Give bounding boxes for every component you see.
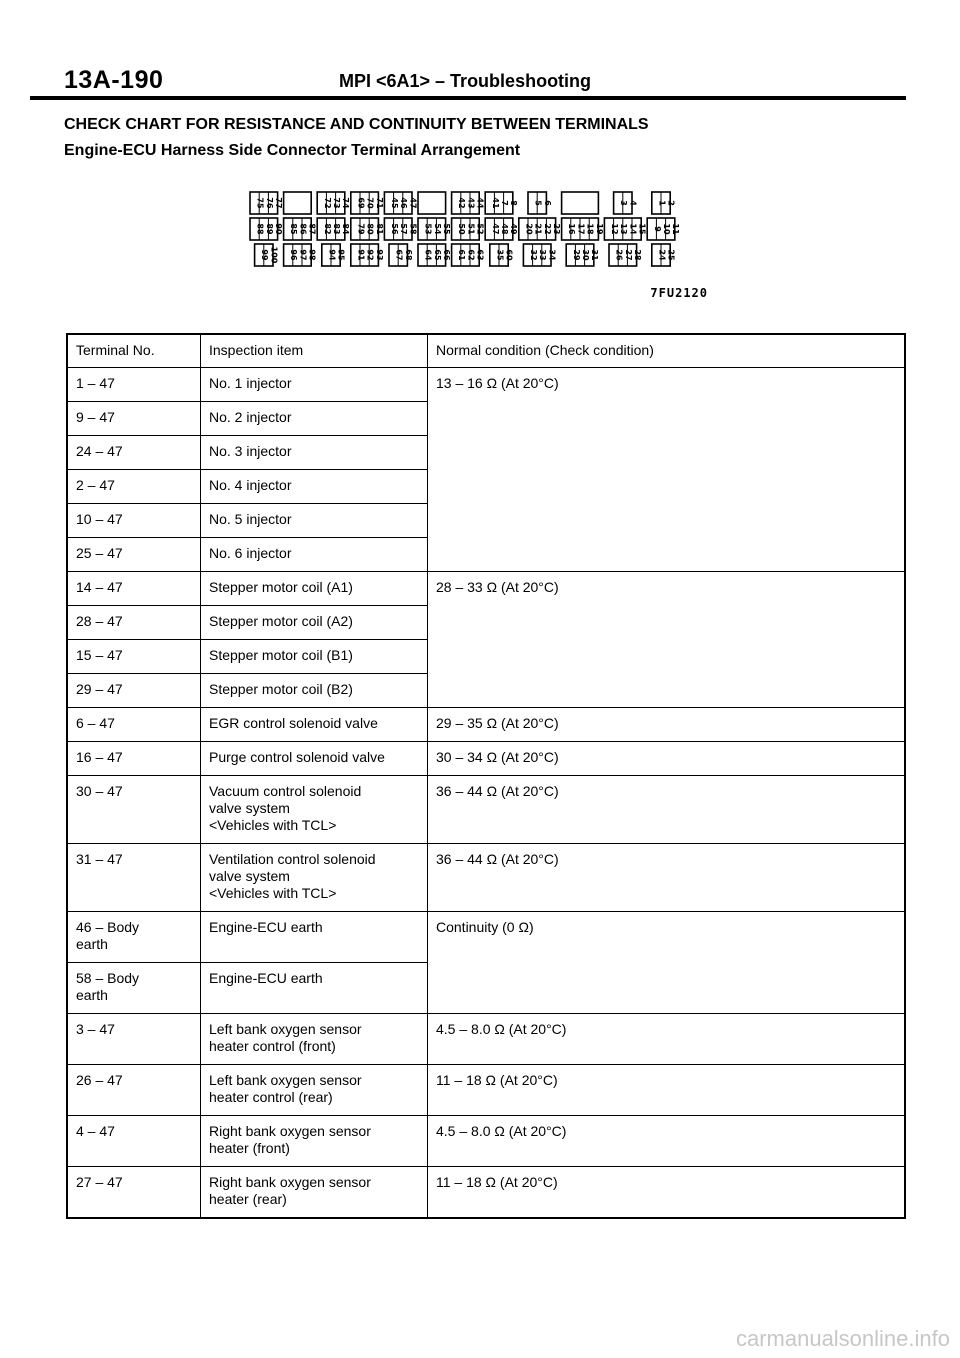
terminal-number: 21	[533, 223, 543, 235]
connector-block	[250, 192, 283, 266]
terminal-number: 14	[628, 223, 638, 235]
table-row	[67, 1014, 905, 1065]
terminal-number: 3	[619, 200, 629, 206]
table-row	[67, 1167, 905, 1219]
terminal-number: 82	[322, 223, 332, 235]
terminal-number: 51	[466, 223, 476, 235]
cell-terminal: 2 – 47	[67, 470, 201, 504]
terminal-number: 11	[671, 223, 681, 235]
cell-inspection-item: Stepper motor coil (A1)	[201, 572, 428, 606]
terminal-number: 47	[408, 197, 418, 209]
terminal-number: 85	[289, 223, 299, 235]
terminal-number: 1	[657, 200, 667, 206]
cell-normal-condition: 36 – 44 Ω (At 20°C)	[428, 844, 906, 912]
terminal-number: 8	[509, 200, 519, 206]
connector-block	[485, 192, 518, 266]
cell-terminal: 6 – 47	[67, 708, 201, 742]
terminal-number: 69	[356, 197, 366, 209]
header-rule	[30, 96, 906, 100]
terminal-number: 10	[662, 223, 671, 235]
connector-block	[452, 192, 485, 266]
table-body	[67, 368, 905, 1219]
cell-normal-condition: 30 – 34 Ω (At 20°C)	[428, 742, 906, 776]
cell-terminal: 31 – 47	[67, 844, 201, 912]
connector-code: 7FU2120	[650, 286, 708, 300]
cell-normal-condition: 13 – 16 Ω (At 20°C)	[428, 368, 906, 572]
cell-terminal: 1 – 47	[67, 368, 201, 402]
terminal-number: 16	[567, 223, 577, 235]
terminal-number: 93	[374, 249, 384, 261]
terminal-number: 86	[298, 223, 308, 235]
terminal-number: 57	[399, 223, 409, 235]
header-normal-condition: Normal condition (Check condition)	[428, 334, 906, 368]
table-row	[67, 776, 905, 844]
cell-normal-condition: 28 – 33 Ω (At 20°C)	[428, 572, 906, 708]
terminal-number: 27	[623, 249, 633, 261]
terminal-number: 13	[619, 223, 629, 235]
table-row	[67, 572, 905, 606]
cell-inspection-item: Right bank oxygen sensor heater (rear)	[201, 1167, 428, 1219]
terminal-number: 71	[374, 197, 384, 209]
terminal-number: 96	[289, 249, 299, 261]
terminal-number: 7	[500, 200, 509, 206]
terminal-number: 63	[475, 249, 485, 261]
connector-blank-cavity	[418, 192, 446, 214]
table-row	[67, 912, 905, 963]
terminal-number: 2	[666, 200, 676, 206]
cell-inspection-item: Engine-ECU earth	[201, 912, 428, 963]
cell-inspection-item: No. 5 injector	[201, 504, 428, 538]
terminal-number: 15	[637, 223, 647, 235]
cell-terminal: 26 – 47	[67, 1065, 201, 1116]
terminal-number: 42	[457, 197, 467, 209]
terminal-number: 66	[442, 249, 451, 261]
cell-normal-condition: 4.5 – 8.0 Ω (At 20°C)	[428, 1116, 906, 1167]
terminal-number: 50	[457, 223, 467, 235]
terminal-number: 97	[298, 249, 308, 261]
terminal-number: 46	[399, 197, 409, 209]
cell-terminal: 14 – 47	[67, 572, 201, 606]
terminal-number: 18	[585, 223, 595, 235]
cell-inspection-item: Vacuum control solenoid valve system <Vehicles with TCL>	[201, 776, 428, 844]
cell-inspection-item: Left bank oxygen sensor heater control (front)	[201, 1014, 428, 1065]
terminal-number: 30	[581, 249, 590, 261]
chart-title: CHECK CHART FOR RESISTANCE AND CONTINUITY BETWEEN TERMINALS	[64, 116, 649, 133]
terminal-number: 22	[542, 223, 552, 235]
terminal-number: 5	[533, 200, 543, 206]
terminal-number: 61	[457, 249, 467, 261]
terminal-number: 79	[356, 223, 366, 235]
terminal-number: 75	[255, 197, 265, 209]
terminal-number: 68	[403, 249, 413, 261]
terminal-number: 19	[594, 223, 604, 235]
terminal-number: 100	[269, 246, 279, 264]
terminal-number: 54	[432, 223, 442, 235]
terminal-number: 53	[423, 223, 433, 235]
terminal-number: 49	[509, 223, 519, 235]
terminal-number: 31	[590, 249, 600, 261]
terminal-number: 88	[255, 223, 265, 235]
cell-normal-condition: 36 – 44 Ω (At 20°C)	[428, 776, 906, 844]
check-chart-table	[66, 333, 906, 1219]
terminal-number: 33	[538, 249, 548, 261]
table-row	[67, 368, 905, 402]
cell-terminal: 58 – Body earth	[67, 963, 201, 1014]
cell-normal-condition: Continuity (0 Ω)	[428, 912, 906, 1014]
terminal-number: 91	[356, 249, 366, 261]
terminal-number: 45	[390, 197, 399, 209]
cell-inspection-item: No. 6 injector	[201, 538, 428, 572]
cell-normal-condition: 11 – 18 Ω (At 20°C)	[428, 1167, 906, 1219]
connector-block	[351, 192, 384, 266]
terminal-number: 52	[475, 223, 485, 235]
cell-terminal: 46 – Body earth	[67, 912, 201, 963]
cell-inspection-item: Left bank oxygen sensor heater control (rear)	[201, 1065, 428, 1116]
terminal-number: 64	[423, 249, 433, 261]
connector-block	[384, 192, 417, 266]
terminal-number: 83	[332, 223, 341, 235]
terminal-number: 60	[504, 249, 514, 261]
cell-terminal: 30 – 47	[67, 776, 201, 844]
terminal-number: 73	[332, 197, 341, 209]
table-row	[67, 1065, 905, 1116]
cell-inspection-item: No. 4 injector	[201, 470, 428, 504]
table-row	[67, 1116, 905, 1167]
connector-block	[317, 192, 350, 266]
table-row	[67, 742, 905, 776]
terminal-number: 55	[442, 223, 451, 235]
terminal-number: 70	[365, 197, 375, 209]
cell-inspection-item: EGR control solenoid valve	[201, 708, 428, 742]
terminal-number: 17	[576, 223, 586, 235]
watermark: carmanualsonline.info	[735, 1326, 950, 1351]
cell-terminal: 4 – 47	[67, 1116, 201, 1167]
terminal-number: 23	[552, 223, 561, 235]
connector-block	[418, 192, 451, 266]
terminal-number: 48	[500, 223, 509, 235]
cell-terminal: 3 – 47	[67, 1014, 201, 1065]
terminal-number: 65	[432, 249, 442, 261]
cell-normal-condition: 4.5 – 8.0 Ω (At 20°C)	[428, 1014, 906, 1065]
terminal-number: 58	[408, 223, 418, 235]
connector-block	[519, 192, 561, 266]
terminal-number: 81	[374, 223, 384, 235]
page-header	[34, 66, 906, 96]
terminal-number: 47	[490, 223, 500, 235]
terminal-number: 94	[327, 249, 337, 261]
terminal-number: 6	[542, 200, 552, 206]
terminal-number: 56	[390, 223, 399, 235]
section-title: MPI <6A1> – Troubleshooting	[339, 71, 592, 91]
cell-terminal: 9 – 47	[67, 402, 201, 436]
cell-terminal: 15 – 47	[67, 640, 201, 674]
terminal-number: 4	[628, 200, 638, 206]
terminal-number: 25	[666, 249, 676, 261]
terminal-number: 29	[571, 249, 581, 261]
terminal-number: 34	[547, 249, 557, 261]
terminal-number: 99	[260, 249, 270, 261]
terminal-number: 35	[495, 249, 505, 261]
connector-diagram	[248, 188, 708, 308]
terminal-number: 20	[524, 223, 534, 235]
connector-blank-cavity	[284, 192, 312, 214]
cell-inspection-item: Stepper motor coil (B1)	[201, 640, 428, 674]
cell-inspection-item: Stepper motor coil (A2)	[201, 606, 428, 640]
terminal-number: 74	[341, 197, 351, 209]
terminal-number: 98	[307, 249, 317, 261]
terminal-number: 24	[657, 249, 667, 261]
connector-block	[647, 192, 680, 266]
connector-block	[562, 192, 604, 266]
terminal-number: 76	[264, 197, 274, 209]
cell-terminal: 29 – 47	[67, 674, 201, 708]
terminal-number: 62	[466, 249, 476, 261]
table-header-row	[67, 334, 905, 368]
terminal-number: 95	[336, 249, 346, 261]
terminal-number: 72	[322, 197, 332, 209]
cell-terminal: 27 – 47	[67, 1167, 201, 1219]
cell-inspection-item: Ventilation control solenoid valve system <Vehicles with TCL>	[201, 844, 428, 912]
terminal-number: 84	[341, 223, 351, 235]
cell-normal-condition: 11 – 18 Ω (At 20°C)	[428, 1065, 906, 1116]
terminal-number: 12	[610, 223, 619, 235]
terminal-number: 92	[365, 249, 375, 261]
cell-inspection-item: Stepper motor coil (B2)	[201, 674, 428, 708]
cell-inspection-item: Engine-ECU earth	[201, 963, 428, 1014]
terminal-number: 77	[274, 197, 283, 209]
connector-block	[284, 192, 317, 266]
terminal-number: 26	[614, 249, 624, 261]
terminal-number: 43	[466, 197, 476, 209]
cell-inspection-item: No. 3 injector	[201, 436, 428, 470]
terminal-number: 32	[529, 249, 538, 261]
table-row	[67, 844, 905, 912]
chart-subtitle: Engine-ECU Harness Side Connector Terminal Arrangement	[64, 142, 521, 159]
cell-inspection-item: Right bank oxygen sensor heater (front)	[201, 1116, 428, 1167]
table-row	[67, 708, 905, 742]
terminal-number: 9	[652, 226, 662, 232]
cell-normal-condition: 29 – 35 Ω (At 20°C)	[428, 708, 906, 742]
terminal-number: 41	[490, 197, 500, 209]
connector-terminal-arrangement	[248, 188, 708, 284]
cell-inspection-item: No. 1 injector	[201, 368, 428, 402]
terminal-number: 44	[475, 197, 485, 209]
terminal-number: 87	[307, 223, 317, 235]
terminal-number: 80	[365, 223, 375, 235]
cell-inspection-item: Purge control solenoid valve	[201, 742, 428, 776]
cell-terminal: 25 – 47	[67, 538, 201, 572]
terminal-number: 67	[394, 249, 404, 261]
cell-terminal: 16 – 47	[67, 742, 201, 776]
cell-terminal: 10 – 47	[67, 504, 201, 538]
terminal-number: 28	[633, 249, 642, 261]
connector-block	[604, 192, 646, 266]
terminal-number: 89	[264, 223, 274, 235]
page-number: 13A-190	[64, 66, 164, 94]
header-inspection-item: Inspection item	[201, 334, 428, 368]
header-terminal-no: Terminal No.	[67, 334, 201, 368]
cell-inspection-item: No. 2 injector	[201, 402, 428, 436]
cell-terminal: 24 – 47	[67, 436, 201, 470]
cell-terminal: 28 – 47	[67, 606, 201, 640]
connector-blank-cavity	[562, 192, 599, 214]
terminal-number: 90	[274, 223, 283, 235]
